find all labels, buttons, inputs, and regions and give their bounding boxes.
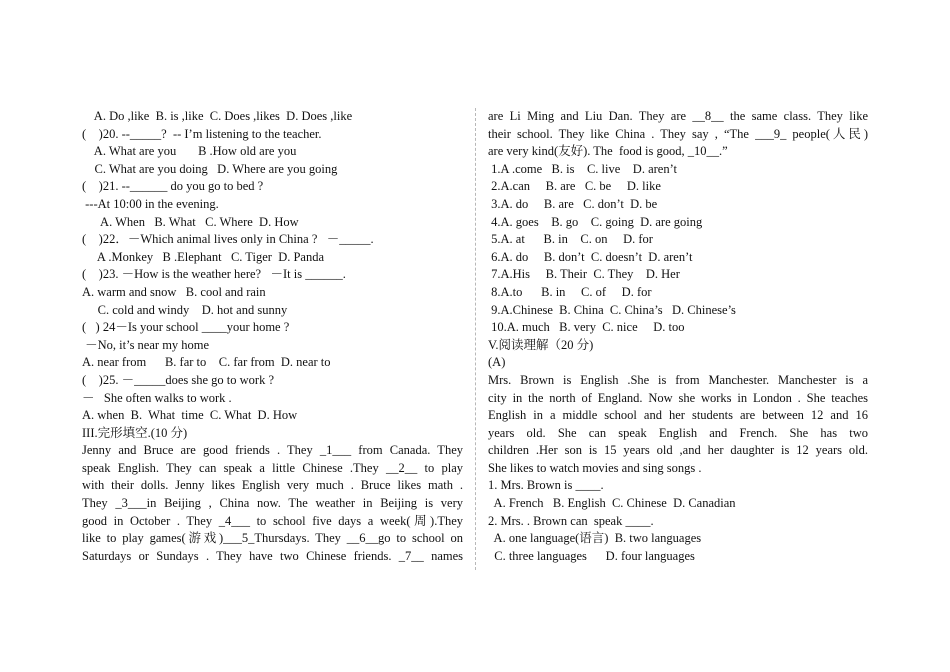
- cloze-option-row: 6.A. do B. don’t C. doesn’t D. aren’t: [488, 249, 693, 264]
- cloze-passage-line: are Li Ming and Liu Dan. They are __8__ the same class. They like: [488, 109, 868, 123]
- reading-question-1-options: A. French B. English C. Chinese D. Canadian: [488, 496, 736, 511]
- q23-options-ab: A. warm and snow B. cool and rain: [82, 284, 266, 299]
- cloze-option-row: 2.A.can B. are C. be D. like: [488, 179, 661, 194]
- reading-question-1: 1. Mrs. Brown is ____.: [488, 478, 604, 493]
- section5-heading: V.阅读理解（20 分): [488, 337, 594, 352]
- reading-passage-line: years old. She can speak English and French. She has two: [488, 425, 868, 440]
- cloze-option-row: 10.A. much B. very C. nice D. too: [488, 320, 685, 335]
- section3-heading: III.完形填空.(10 分): [82, 425, 188, 440]
- cloze-option-row: 5.A. at B. in C. on D. for: [488, 232, 653, 247]
- section5-part-label: (A): [488, 355, 506, 370]
- q22-options: A .Monkey B .Elephant C. Tiger D. Panda: [82, 249, 325, 264]
- reading-passage-line: She likes to watch movies and sing songs .: [488, 460, 702, 475]
- q24-answer-line: －No, it’s near my home: [82, 337, 210, 352]
- cloze-passage-line: are very kind(友好). The food is good, _10__.”: [488, 144, 728, 159]
- right-column: [488, 108, 868, 565]
- cloze-option-row: 4.A. goes B. go C. going D. are going: [488, 214, 703, 229]
- q21-question: ( )21. --______ do you go to bed ?: [82, 179, 264, 194]
- left-column: [82, 108, 463, 565]
- q25-answer-line: － She often walks to work .: [82, 390, 232, 405]
- reading-question-2-options-ab: A. one language(语言) B. two languages: [488, 531, 702, 546]
- q23-question: ( )23. －How is the weather here? －It is ______.: [82, 267, 346, 282]
- cloze-passage-line: good in October . They _4___ to school five days a week(周).They: [82, 513, 463, 528]
- q25-options: A. when B. What time C. What D. How: [82, 408, 298, 423]
- q24-options: A. near from B. far to C. far from D. near to: [82, 355, 331, 370]
- cloze-passage-line: Saturdays or Sundays . They have two Chinese friends. _7__ names: [82, 548, 463, 563]
- cloze-option-row: 8.A.to B. in C. of D. for: [488, 284, 652, 299]
- q21-options: A. When B. What C. Where D. How: [82, 214, 299, 229]
- cloze-passage-line: with their dolls. Jenny likes English very much . Bruce likes math .: [82, 478, 463, 493]
- cloze-option-row: 7.A.His B. Their C. They D. Her: [488, 267, 680, 282]
- cloze-passage-line: their school. They like China . They say , “The ___9_ people(人民): [488, 126, 868, 141]
- q19-options: A. Do ,like B. is ,like C. Does ,likes D. Does ,like: [82, 109, 353, 123]
- cloze-passage-line: They _3___in Beijing , China now. The weather in Beijing is very: [82, 496, 463, 511]
- cloze-option-row: 9.A.Chinese B. China C. China’s D. Chinese’s: [488, 302, 736, 317]
- reading-question-2-options-cd: C. three languages D. four languages: [488, 548, 695, 563]
- cloze-passage-line: like to play games(游戏)___5_Thursdays. They __6__go to school on: [82, 531, 463, 546]
- cloze-option-row: 3.A. do B. are C. don’t D. be: [488, 196, 658, 211]
- q20-options-ab: A. What are you B .How old are you: [82, 144, 297, 159]
- cloze-option-row: 1.A .come B. is C. live D. aren’t: [488, 161, 677, 176]
- cloze-passage-line: speak English. They can speak a little Chinese .They __2__ to play: [82, 460, 463, 475]
- q20-options-cd: C. What are you doing D. Where are you going: [82, 161, 338, 176]
- q21-answer-line: ---At 10:00 in the evening.: [82, 196, 219, 211]
- q23-options-cd: C. cold and windy D. hot and sunny: [82, 302, 288, 317]
- q22-question: ( )22．－Which animal lives only in China ? －_____.: [82, 232, 374, 247]
- column-divider: [475, 108, 476, 570]
- q25-question: ( )25. －_____does she go to work ?: [82, 372, 274, 387]
- reading-question-2: 2. Mrs. . Brown can speak ____.: [488, 513, 654, 528]
- reading-passage-line: Mrs. Brown is English .She is from Manchester. Manchester is a: [488, 372, 868, 387]
- cloze-passage-line: Jenny and Bruce are good friends . They _1___ from Canada. They: [82, 443, 463, 458]
- q24-question: ( ) 24－Is your school ____your home ?: [82, 320, 290, 335]
- reading-passage-line: children .Her son is 15 years old ,and her daughter is 12 years old.: [488, 443, 868, 458]
- q20-question: ( )20. --_____? -- I’m listening to the teacher.: [82, 126, 322, 141]
- reading-passage-line: English in a middle school and her students are between 12 and 16: [488, 408, 868, 423]
- reading-passage-line: city in the north of England. Now she works in London . She teaches: [488, 390, 868, 405]
